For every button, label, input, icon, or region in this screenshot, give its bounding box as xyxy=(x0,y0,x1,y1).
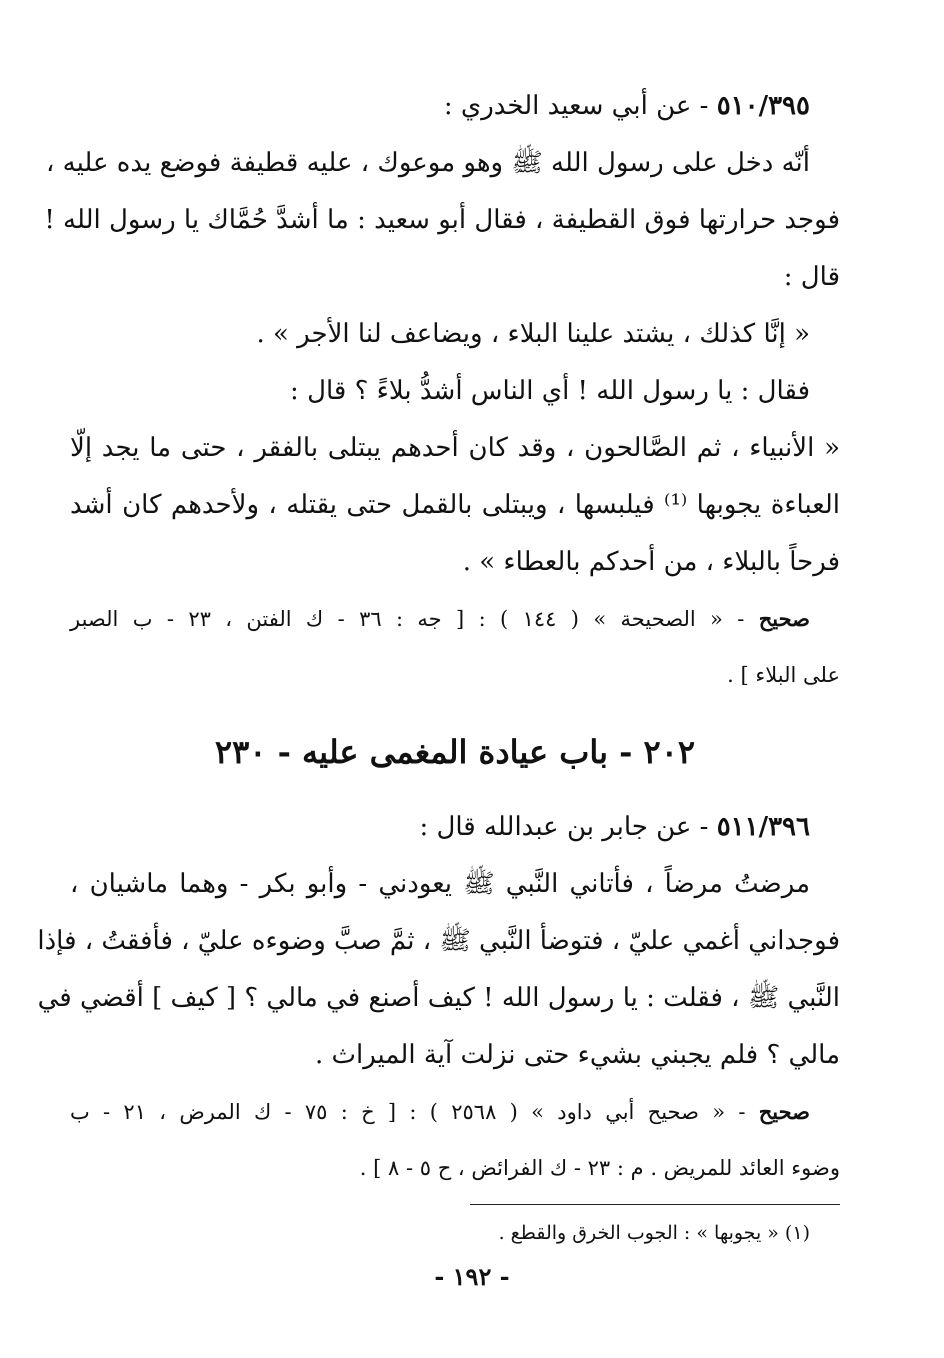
source-text-line: على البلاء ] . xyxy=(727,663,840,687)
hadith-number: ٥١٠/٣٩٥ xyxy=(716,91,810,121)
hadith-text-line: « الأنبياء ، ثم الصَّالحون ، وقد كان أحدهم يبتلى بالفقر ، حتى ما يجد إلّا xyxy=(70,433,840,463)
hadith-text-line: أنّه دخل على رسول الله ﷺ وهو موعوك ، عليه قطيفة فوضع يده عليه ، xyxy=(45,148,810,178)
hadith-text-line: فقال : يا رسول الله ! أي الناس أشدُّ بلاءً ؟ قال : xyxy=(290,376,810,406)
hadith-text-line: « إنَّا كذلك ، يشتد علينا البلاء ، ويضاعف لنا الأجر » . xyxy=(256,319,810,349)
hadith-text-line: قال : xyxy=(783,262,840,292)
chapter-title: ٢٠٢ - باب عيادة المغمى عليه - ٢٣٠ xyxy=(214,733,696,771)
hadith-text-line: فوجد حرارتها فوق القطيفة ، فقال أبو سعيد : ما أشدَّ حُمَّاك يا رسول الله ! xyxy=(44,205,840,235)
hadith-narrator: - عن جابر بن عبدالله قال : xyxy=(419,812,717,842)
page-number: - ١٩٢ - xyxy=(434,1262,510,1291)
source-text-line: وضوء العائد للمريض . م : ٢٣ - ك الفرائض ، ح ٥ - ٨ ] . xyxy=(359,1156,840,1180)
hadith-text-line: مرضتُ مرضاً ، فأتاني النَّبي ﷺ يعودني - وأبو بكر - وهما ماشيان ، xyxy=(70,869,810,899)
source-text: - « صحيح أبي داود » ( ٢٥٦٨ ) : [ خ : ٧٥ - ك المرض ، ٢١ - ب xyxy=(70,1100,759,1124)
source-reference xyxy=(70,591,840,647)
hadith-text-line: فوجداني أغمي عليّ ، فتوضأ النَّبي ﷺ ، ثمَّ صبَّ وضوءه عليّ ، فأفقتُ ، فإذا xyxy=(37,926,840,956)
hadith-text-line: النَّبي ﷺ ، فقلت : يا رسول الله ! كيف أصنع في مالي ؟ [ كيف ] أقضي في xyxy=(37,983,840,1013)
hadith-text-line: مالي ؟ فلم يجبني بشيء حتى نزلت آية الميراث . xyxy=(314,1040,840,1070)
hadith-narrator: - عن أبي سعيد الخدري : xyxy=(443,91,717,121)
hadith-heading xyxy=(70,799,840,856)
source-text: - « الصحيحة » ( ١٤٤ ) : [ جه : ٣٦ - ك الفتن ، ٢٣ - ب الصبر xyxy=(70,607,759,631)
grade-label: صحيح xyxy=(758,606,811,631)
source-reference xyxy=(70,1084,840,1140)
hadith-heading xyxy=(70,78,840,135)
grade-label: صحيح xyxy=(758,1099,810,1124)
footnote: (١) « يجوبها » : الجوب الخرق والقطع . xyxy=(498,1222,810,1244)
hadith-text-line: فرحاً بالبلاء ، من أحدكم بالعطاء » . xyxy=(462,547,840,577)
hadith-text-line: العباءة يجوبها ⁽¹⁾ فيلبسها ، ويبتلى بالقمل حتى يقتله ، ولأحدهم كان أشد xyxy=(70,490,840,520)
hadith-number: ٥١١/٣٩٦ xyxy=(716,812,810,842)
page-body xyxy=(37,78,840,1261)
